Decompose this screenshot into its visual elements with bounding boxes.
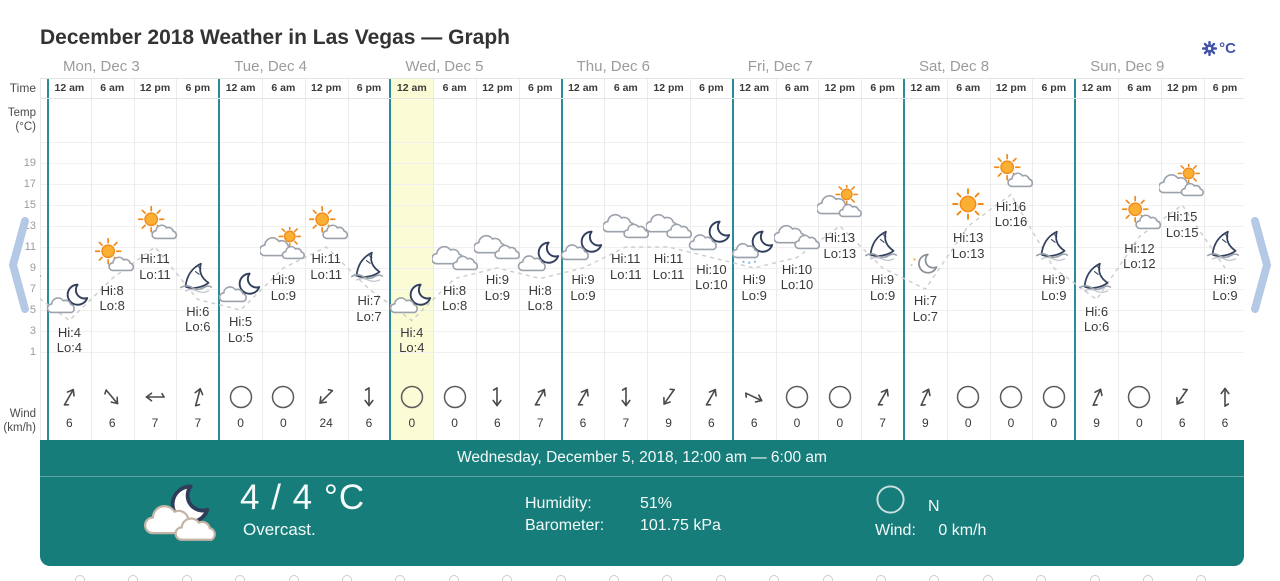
wind-cell: 7 — [861, 384, 904, 430]
hi-lo-label: Hi:6 Lo:6 — [1083, 303, 1110, 335]
graph-column-hit-area[interactable] — [904, 78, 947, 440]
time-label: 12 am — [396, 82, 427, 94]
wind-cell: 0 — [262, 384, 305, 430]
time-label: 6 am — [442, 82, 467, 94]
hi-lo-label: Hi:11 Lo:11 — [610, 251, 642, 282]
time-label: 12 pm — [1167, 82, 1198, 94]
wind-cell: 0 — [818, 384, 861, 430]
graph-column-hit-area[interactable] — [690, 78, 733, 440]
next-row-peek-mark — [556, 575, 566, 581]
detail-temperature: 4 / 4 °C — [240, 478, 366, 517]
time-label: 12 pm — [311, 82, 342, 94]
graph-plot-area — [40, 55, 1244, 440]
wind-cell: 0 — [990, 384, 1033, 430]
hi-lo-label: Hi:9 Lo:9 — [869, 272, 896, 303]
moon-cloud-icon — [144, 482, 224, 546]
wind-cell: 0 — [390, 384, 433, 430]
graph-column-hit-area[interactable] — [219, 78, 262, 440]
graph-column-hit-area[interactable] — [818, 78, 861, 440]
time-label: 12 pm — [139, 82, 171, 94]
next-row-peek-mark — [983, 575, 993, 581]
next-row-peek-mark — [342, 575, 352, 581]
hi-lo-label: Hi:6 Lo:6 — [185, 303, 211, 335]
hi-lo-label: Hi:10 Lo:10 — [780, 261, 814, 293]
wind-cell: 6 — [1161, 384, 1204, 430]
hi-lo-label: Hi:16 Lo:16 — [994, 198, 1028, 230]
time-label: 6 am — [271, 82, 296, 94]
next-row-peek-mark — [823, 575, 833, 581]
temp-tick-label: 7 — [29, 283, 36, 295]
next-row-peek-mark — [75, 575, 85, 581]
hi-lo-label: Hi:7 Lo:7 — [356, 293, 382, 324]
next-row-peek-mark — [395, 575, 405, 581]
detail-wind — [875, 484, 987, 539]
hi-lo-label: Hi:13 Lo:13 — [823, 230, 857, 261]
next-row-peek-mark — [1143, 575, 1153, 581]
time-label: 6 am — [1127, 82, 1152, 94]
next-row-peek-mark — [1196, 575, 1206, 581]
wind-cell: 6 — [1204, 384, 1245, 430]
time-label: 6 pm — [527, 82, 553, 94]
graph-column-hit-area[interactable] — [990, 78, 1033, 440]
hi-lo-label: Hi:9 Lo:9 — [270, 272, 297, 303]
next-row-peek-mark — [876, 575, 886, 581]
graph-column-hit-area[interactable] — [861, 78, 904, 440]
day-header: Sun, Dec 9 — [1090, 58, 1165, 75]
barometer-label: Barometer: — [525, 517, 605, 534]
time-label: 12 pm — [653, 82, 684, 94]
graph-column-hit-area[interactable] — [348, 78, 391, 440]
wind-cell: 6 — [91, 384, 134, 430]
hi-lo-label: Hi:9 Lo:9 — [570, 272, 596, 303]
next-row-peek-mark — [929, 575, 939, 581]
hi-lo-label: Hi:15 Lo:15 — [1165, 209, 1199, 240]
temp-tick-label: 13 — [23, 220, 36, 232]
graph-column-hit-area[interactable] — [134, 78, 177, 440]
time-label: 6 pm — [356, 82, 382, 94]
hi-lo-label: Hi:4 Lo:4 — [56, 324, 83, 356]
time-label: 12 am — [910, 82, 941, 94]
hi-lo-label: Hi:9 Lo:9 — [741, 272, 767, 303]
wind-speed-value: 0 km/h — [938, 522, 987, 539]
next-row-peek-mark — [769, 575, 779, 581]
time-label: 12 am — [1081, 82, 1112, 94]
graph-column-hit-area[interactable] — [947, 78, 990, 440]
wind-cell: 0 — [433, 384, 476, 430]
graph-column-hit-area[interactable] — [433, 78, 476, 440]
day-header: Wed, Dec 5 — [405, 58, 484, 75]
scroll-left-button[interactable] — [6, 215, 32, 315]
time-label: 12 pm — [824, 82, 855, 94]
wind-cell: 6 — [562, 384, 605, 430]
wind-cell: 6 — [690, 384, 733, 430]
hi-lo-label: Hi:8 Lo:8 — [527, 282, 553, 314]
detail-condition: Overcast. — [243, 520, 316, 539]
humidity-label: Humidity: — [525, 495, 592, 512]
graph-column-hit-area[interactable] — [647, 78, 690, 440]
graph-column-hit-area[interactable] — [305, 78, 348, 440]
next-row-peek-mark — [609, 575, 619, 581]
graph-column-hit-area[interactable] — [48, 78, 91, 440]
graph-column-hit-area[interactable] — [776, 78, 819, 440]
time-label: 12 am — [225, 82, 256, 94]
wind-cell: 7 — [519, 384, 562, 430]
temp-tick-label: 17 — [23, 178, 36, 190]
hi-lo-label: Hi:13 Lo:13 — [951, 230, 985, 261]
day-header: Thu, Dec 6 — [576, 58, 650, 75]
wind-cell: 6 — [348, 384, 391, 430]
scroll-right-button[interactable] — [1248, 215, 1274, 315]
graph-column-hit-area[interactable] — [91, 78, 134, 440]
calm-wind-icon — [875, 484, 906, 520]
wind-cell: 0 — [1118, 384, 1161, 430]
graph-column-hit-area[interactable] — [176, 78, 219, 440]
time-label: 6 am — [613, 82, 638, 94]
wind-direction-value: N — [928, 498, 940, 515]
barometer-value: 101.75 kPa — [640, 517, 721, 534]
next-row-peek-mark — [1090, 575, 1100, 581]
temp-tick-label: 5 — [29, 304, 36, 316]
hi-lo-label: Hi:8 Lo:8 — [99, 282, 125, 314]
time-label: 6 pm — [1212, 82, 1238, 94]
selected-period-detail-panel — [40, 440, 1244, 566]
time-label: 6 pm — [699, 82, 724, 94]
graph-column-hit-area[interactable] — [476, 78, 519, 440]
wind-cell: 0 — [776, 384, 819, 430]
hi-lo-label: Hi:9 Lo:9 — [1212, 272, 1238, 303]
next-row-peek-mark — [235, 575, 245, 581]
time-label: 6 am — [956, 82, 981, 94]
graph-column-hit-area[interactable] — [1032, 78, 1075, 440]
next-section-peek — [0, 570, 1280, 578]
hi-lo-label: Hi:10 Lo:10 — [695, 261, 728, 293]
graph-column-hit-area[interactable] — [604, 78, 647, 440]
graph-column-hit-area[interactable] — [1161, 78, 1204, 440]
wind-cell: 7 — [604, 384, 647, 430]
time-label: 6 am — [785, 82, 809, 94]
wind-cell: 9 — [1075, 384, 1118, 430]
next-row-peek-mark — [449, 575, 459, 581]
weather-graph — [0, 55, 1280, 440]
wind-cell: 7 — [134, 384, 177, 430]
divider — [40, 476, 1244, 477]
hi-lo-label: Hi:11 Lo:11 — [652, 251, 685, 282]
graph-column-hit-area[interactable] — [562, 78, 605, 440]
next-row-peek-mark — [662, 575, 672, 581]
units-label: °C — [1219, 40, 1236, 57]
time-label: 12 am — [739, 82, 770, 94]
time-axis-label: Time — [9, 81, 36, 95]
chevron-left-icon — [6, 303, 32, 318]
temp-tick-label: 3 — [29, 325, 36, 337]
graph-column-hit-area[interactable] — [1075, 78, 1118, 440]
temp-tick-label: 15 — [23, 199, 36, 211]
graph-column-hit-area[interactable] — [40, 78, 48, 440]
humidity-value: 51% — [640, 495, 673, 512]
time-label: 6 am — [100, 82, 125, 94]
graph-column-hit-area[interactable] — [262, 78, 305, 440]
day-header: Sat, Dec 8 — [919, 58, 990, 75]
next-row-peek-mark — [502, 575, 512, 581]
hi-lo-label: Hi:7 Lo:7 — [912, 293, 939, 324]
wind-cell: 24 — [305, 384, 348, 430]
detail-heading: Wednesday, December 5, 2018, 12:00 am — 6:00 am — [457, 449, 827, 466]
wind-cell: 7 — [176, 384, 219, 430]
wind-cell: 6 — [48, 384, 91, 430]
hi-lo-label: Hi:11 Lo:11 — [139, 251, 171, 282]
temp-tick-label: 9 — [29, 262, 36, 274]
hi-lo-label: Hi:9 Lo:9 — [484, 272, 511, 303]
day-header: Tue, Dec 4 — [234, 58, 307, 75]
wind-axis-label-2: (km/h) — [3, 422, 36, 434]
wind-cell: 9 — [647, 384, 690, 430]
hi-lo-label: Hi:8 Lo:8 — [441, 282, 468, 314]
wind-cell: 6 — [476, 384, 519, 430]
next-row-peek-mark — [128, 575, 138, 581]
time-label: 12 am — [568, 82, 598, 94]
gear-icon — [1202, 41, 1217, 56]
next-row-peek-mark — [289, 575, 299, 581]
wind-cell: 0 — [947, 384, 990, 430]
hi-lo-label: Hi:9 Lo:9 — [1041, 272, 1067, 303]
wind-cell: 0 — [1032, 384, 1075, 430]
temp-axis-label-2: (°C) — [15, 121, 36, 133]
graph-column-hit-area[interactable] — [733, 78, 776, 440]
wind-label: Wind: — [875, 522, 916, 539]
day-header: Mon, Dec 3 — [63, 58, 140, 75]
day-header: Fri, Dec 7 — [747, 58, 813, 75]
hi-lo-label: Hi:12 Lo:12 — [1123, 240, 1156, 272]
hi-lo-label: Hi:5 Lo:5 — [227, 314, 254, 345]
next-row-peek-mark — [1036, 575, 1046, 581]
detail-stats — [525, 493, 721, 537]
chevron-right-icon — [1248, 303, 1274, 318]
temp-tick-label: 1 — [29, 346, 36, 358]
next-row-peek-mark — [182, 575, 192, 581]
hi-lo-label: Hi:4 Lo:4 — [399, 324, 425, 356]
time-label: 6 pm — [185, 82, 211, 94]
time-label: 6 pm — [870, 82, 895, 94]
graph-column-hit-area[interactable] — [1118, 78, 1161, 440]
wind-cell: 0 — [219, 384, 262, 430]
temp-tick-label: 11 — [24, 241, 36, 253]
graph-column-hit-area[interactable] — [519, 78, 562, 440]
next-row-peek-mark — [716, 575, 726, 581]
temp-tick-label: 19 — [23, 157, 36, 169]
hi-lo-label: Hi:11 Lo:11 — [310, 251, 342, 282]
time-label: 12 am — [54, 82, 85, 94]
wind-cell: 9 — [904, 384, 947, 430]
graph-column-hit-area[interactable] — [390, 78, 433, 440]
time-label: 12 pm — [995, 82, 1027, 94]
graph-column-hit-area[interactable] — [1204, 78, 1244, 440]
temp-axis-label-1: Temp — [7, 107, 36, 119]
time-label: 12 pm — [482, 82, 513, 94]
time-label: 6 pm — [1041, 82, 1067, 94]
wind-axis-label-1: Wind — [9, 408, 36, 420]
wind-cell: 6 — [733, 384, 776, 430]
page-title: December 2018 Weather in Las Vegas — Graph — [40, 26, 510, 50]
